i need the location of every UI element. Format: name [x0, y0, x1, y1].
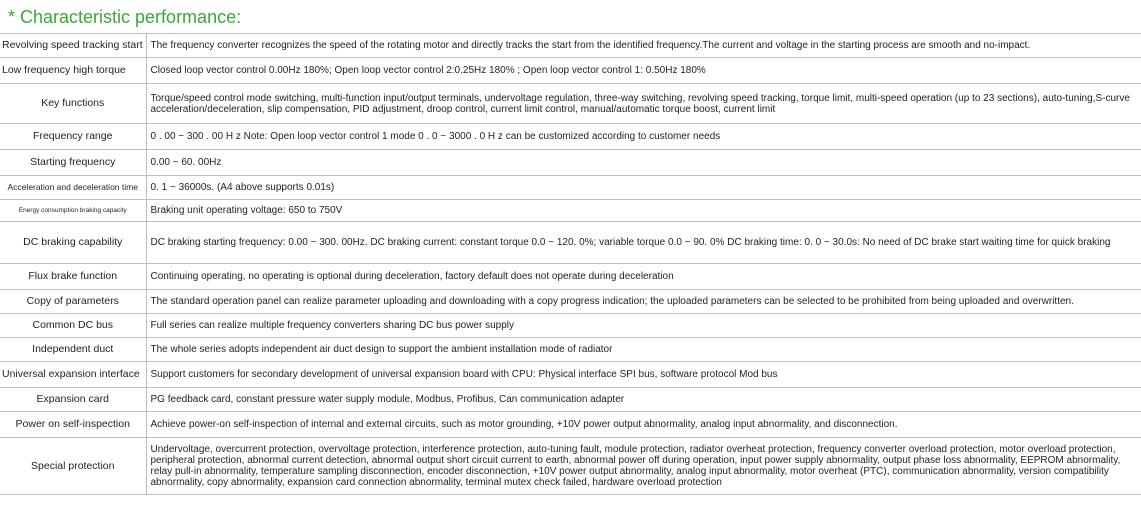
row-value: Support customers for secondary development of universal expansion board with CPU: Physical interface SPI bus, software protocol Mod bus — [146, 362, 1141, 388]
row-value: Full series can realize multiple frequency converters sharing DC bus power supply — [146, 314, 1141, 338]
row-label: Low frequency high torque — [0, 58, 146, 84]
table-row — [0, 222, 1141, 264]
row-value: Continuing operating, no operating is optional during deceleration, factory default does not operate during deceleration — [146, 264, 1141, 290]
row-label: DC braking capability — [0, 222, 146, 264]
row-value: The standard operation panel can realize parameter uploading and downloading with a copy progress indication; the uploaded parameters can be selected to be prohibited from being uploaded and overwritten. — [146, 290, 1141, 314]
row-label: Copy of parameters — [0, 290, 146, 314]
section-title: * Characteristic performance: — [8, 7, 242, 27]
row-value: Achieve power-on self-inspection of internal and external circuits, such as motor grounding, +10V power output abnormality, analog input abnormality, and disconnection. — [146, 412, 1141, 438]
row-value: Undervoltage, overcurrent protection, overvoltage protection, interference protection, auto-tuning fault, module protection, radiator overheat protection, frequency converter overload protection, motor overload protection, peripheral protection, abnormal current detection, abnormal output short circuit current to earth, abnormal power off during operation, input power supply abnormality, output phase loss abnormality, EEPROM abnormality, relay pull-in abnormality, temperature sampling disconnection, encoder disconnection, +10V power output abnormality, analog input abnormality, motor overheat (PTC), communication abnormality, version compatibility abnormality, copy abnormality, expansion card connection abnormality, terminal mutex check failed, hardware overload protection — [146, 438, 1141, 495]
row-value: PG feedback card, constant pressure water supply module, Modbus, Profibus, Can communication adapter — [146, 388, 1141, 412]
table-row — [0, 314, 1141, 338]
table-row — [0, 438, 1141, 495]
table-row — [0, 264, 1141, 290]
table-row — [0, 290, 1141, 314]
row-value: 0.00 ~ 60. 00Hz — [146, 150, 1141, 176]
row-label: Universal expansion interface — [0, 362, 146, 388]
row-value: 0 . 00 ~ 300 . 00 H z Note: Open loop vector control 1 mode 0 . 0 ~ 3000 . 0 H z can be customized according to customer needs — [146, 124, 1141, 150]
table-row — [0, 388, 1141, 412]
row-label: Expansion card — [0, 388, 146, 412]
table-row — [0, 124, 1141, 150]
row-label: Starting frequency — [0, 150, 146, 176]
table-row — [0, 150, 1141, 176]
row-label: Common DC bus — [0, 314, 146, 338]
table-row — [0, 176, 1141, 200]
row-label: Energy consumption braking capacity — [0, 200, 146, 222]
table-row — [0, 84, 1141, 124]
table-row — [0, 34, 1141, 58]
row-value: Closed loop vector control 0.00Hz 180%; Open loop vector control 2:0.25Hz 180% ; Open loop vector control 1: 0.50Hz 180% — [146, 58, 1141, 84]
row-value: 0. 1 ~ 36000s. (A4 above supports 0.01s) — [146, 176, 1141, 200]
table-row — [0, 58, 1141, 84]
row-label: Frequency range — [0, 124, 146, 150]
row-label: Independent duct — [0, 338, 146, 362]
row-label: Acceleration and deceleration time — [0, 176, 146, 200]
row-value: Torque/speed control mode switching, multi-function input/output terminals, undervoltage regulation, three-way switching, revolving speed tracking, torque limit, multi-speed operation (up to 23 sections), auto-tuning,S-curve acceleration/deceleration, slip compensation, PID adjustment, droop control, current limit control, manual/automatic torque boost, current limit — [146, 84, 1141, 124]
row-label: Key functions — [0, 84, 146, 124]
table-row — [0, 338, 1141, 362]
row-value: Braking unit operating voltage: 650 to 750V — [146, 200, 1141, 222]
row-label: Power on self-inspection — [0, 412, 146, 438]
table-row — [0, 200, 1141, 222]
row-value: The frequency converter recognizes the speed of the rotating motor and directly tracks the start from the identified frequency.The current and voltage in the starting process are smooth and no-impact. — [146, 34, 1141, 58]
row-value: DC braking starting frequency: 0.00 ~ 300. 00Hz. DC braking current: constant torque 0.0 ~ 120. 0%; variable torque 0.0 ~ 90. 0% DC braking time: 0. 0 ~ 30.0s: No need of DC brake start waiting time for quick braking — [146, 222, 1141, 264]
characteristic-performance-table — [0, 33, 1141, 495]
row-label: Flux brake function — [0, 264, 146, 290]
table-row — [0, 412, 1141, 438]
row-label: Special protection — [0, 438, 146, 495]
row-label: Revolving speed tracking start — [0, 34, 146, 58]
row-value: The whole series adopts independent air duct design to support the ambient installation mode of radiator — [146, 338, 1141, 362]
table-row — [0, 362, 1141, 388]
